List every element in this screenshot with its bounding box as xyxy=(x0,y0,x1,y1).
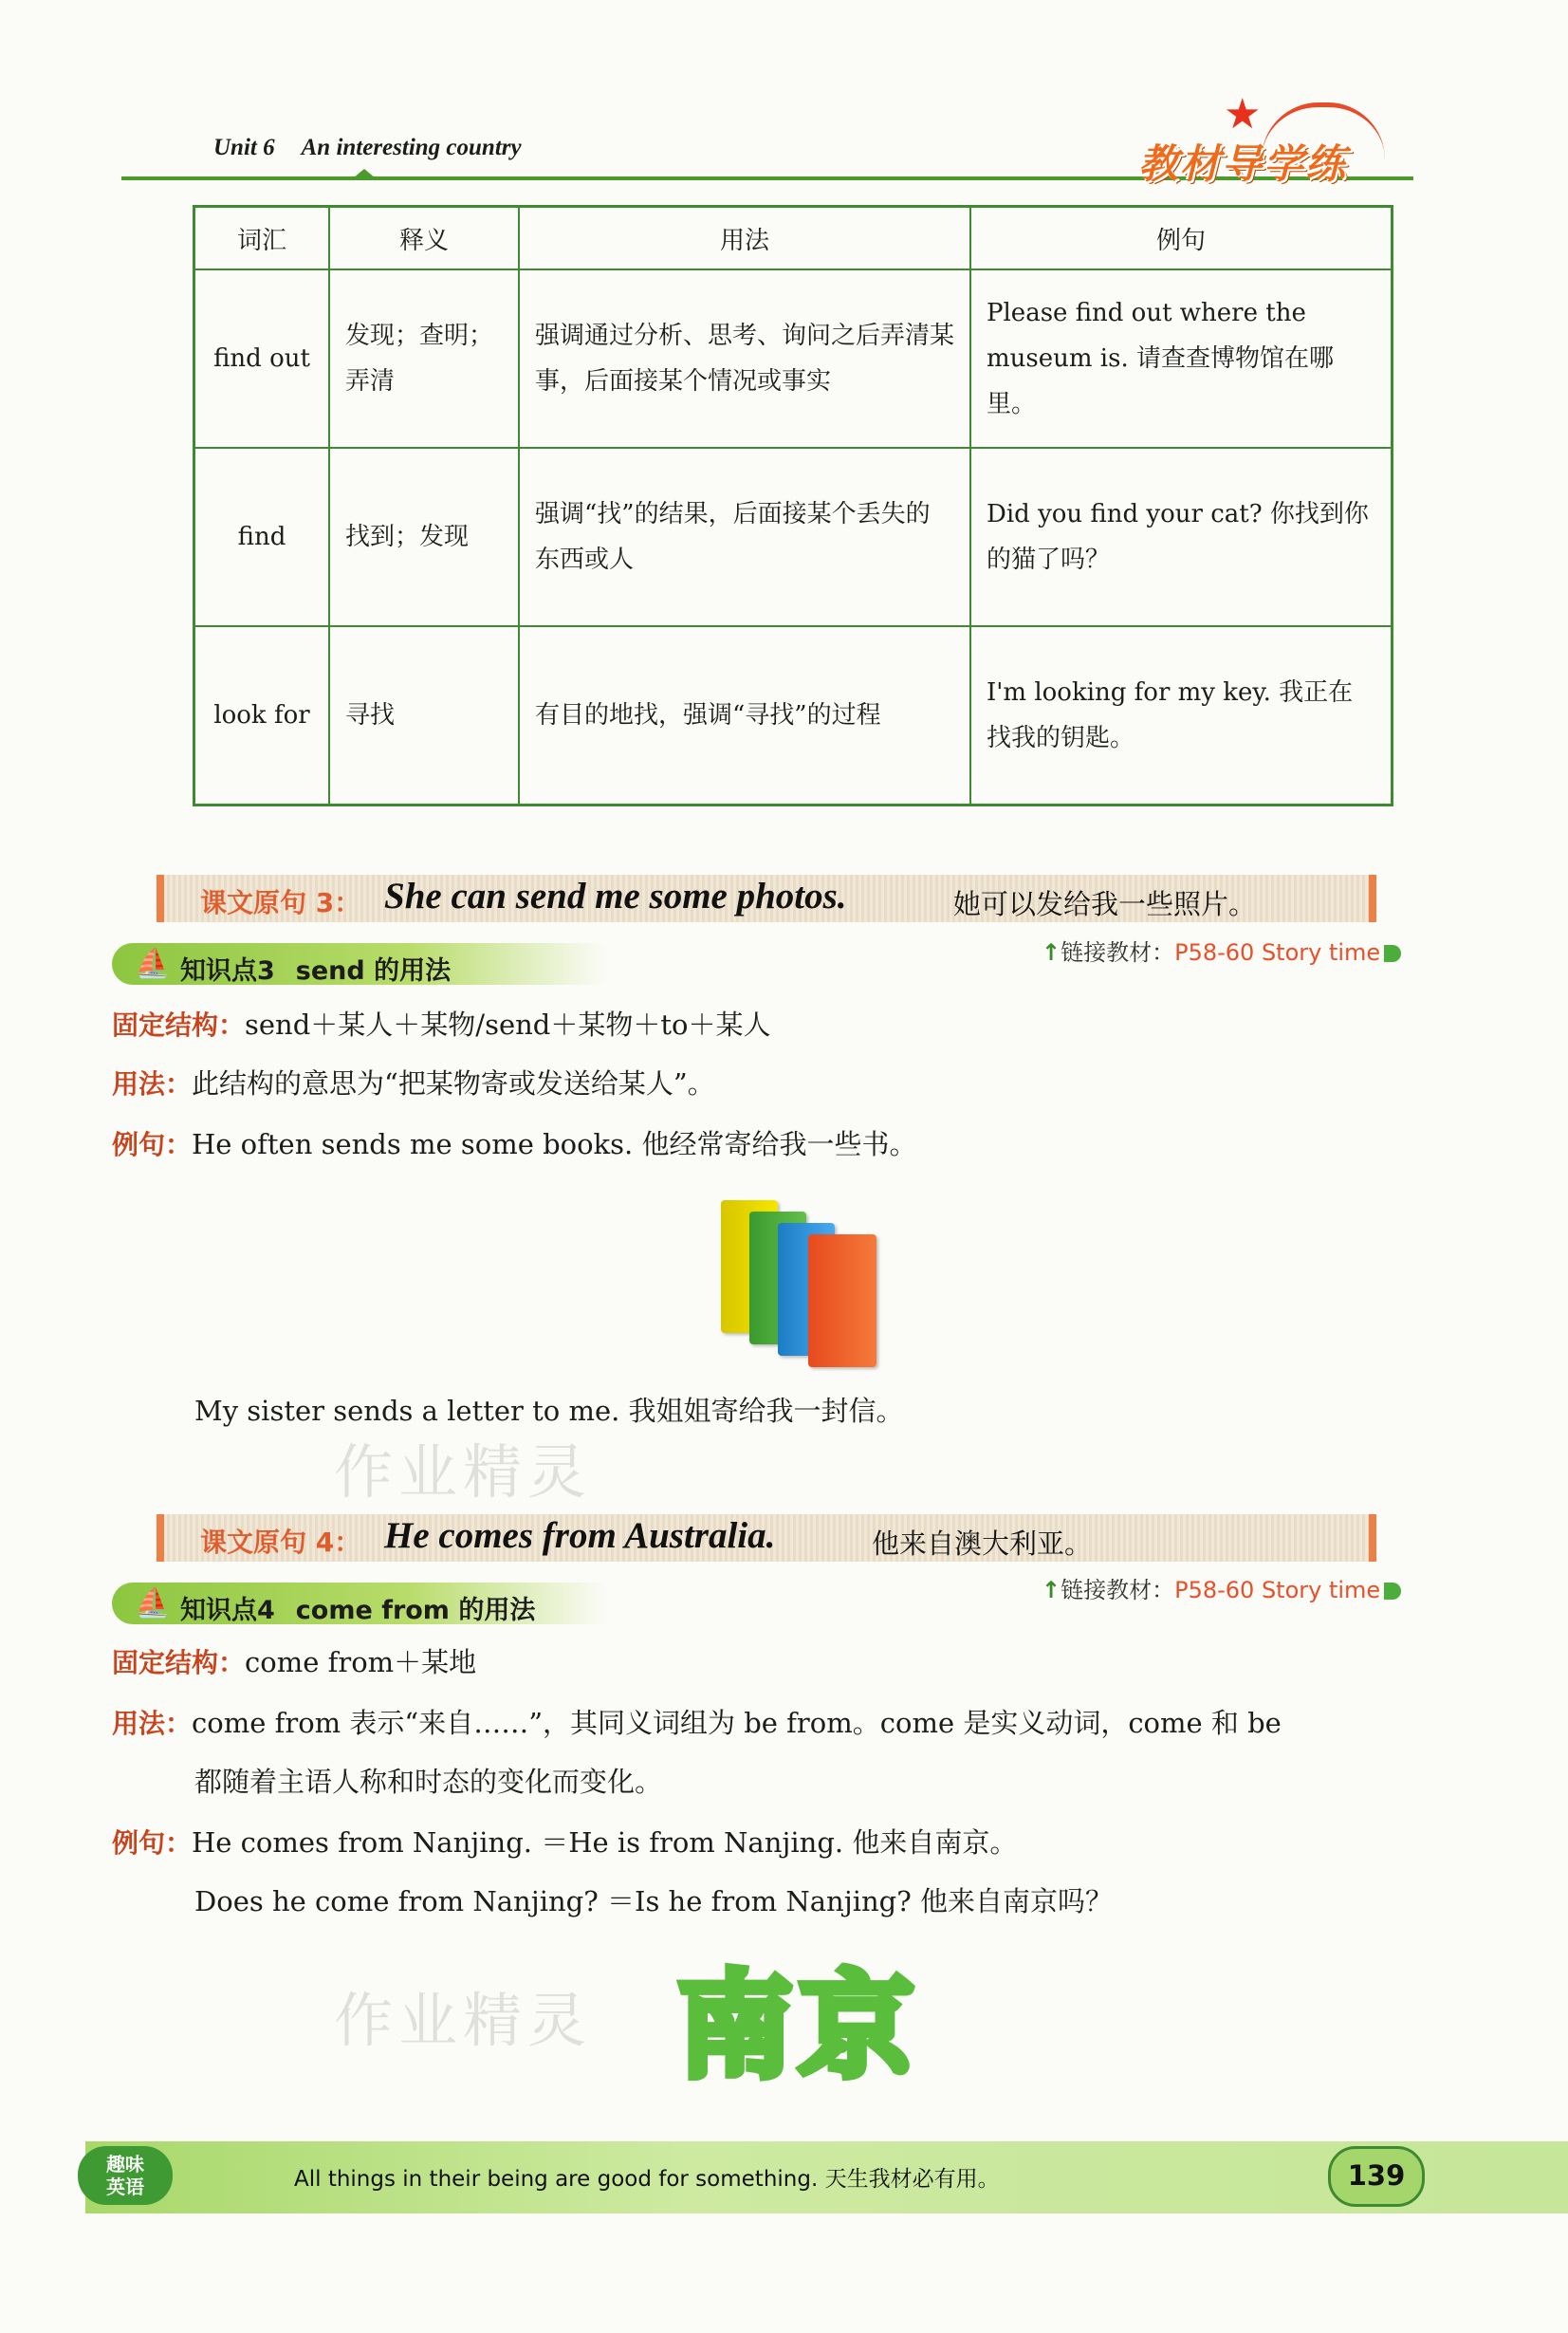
brand-logo: 教材导学练 xyxy=(1138,140,1348,187)
banner-sentence-zh: 她可以发给我一些照片。 xyxy=(953,888,1257,920)
usage-text: 此结构的意思为“把某物寄或发送给某人”。 xyxy=(192,1067,715,1100)
structure-label: 固定结构： xyxy=(112,1647,246,1678)
tab-marker-icon xyxy=(1384,1583,1401,1600)
unit-number: Unit 6 xyxy=(213,135,275,160)
kp-topic: send 的用法 xyxy=(295,956,452,986)
cell-word: find xyxy=(194,448,330,626)
example-line-2: My sister sends a letter to me. 我姐姐寄给我一封信。 xyxy=(194,1395,904,1427)
table-row xyxy=(194,448,1393,626)
vocabulary-table xyxy=(193,205,1393,806)
star-icon: ★ xyxy=(1224,90,1262,139)
kp-title: 知识点4 xyxy=(180,1596,275,1625)
textbook-link[interactable] xyxy=(1042,1571,1401,1604)
usage-line xyxy=(112,1702,1282,1741)
arrow-up-icon: ↑ xyxy=(1042,939,1061,966)
badge-line2: 英语 xyxy=(106,2176,144,2198)
banner-label: 课文原句 4： xyxy=(200,1527,361,1558)
structure-text: send＋某人＋某物/send＋某物＋to＋某人 xyxy=(245,1009,771,1041)
sailboat-icon: ⛵ xyxy=(135,947,171,980)
cell-meaning: 发现；查明；弄清 xyxy=(329,269,519,448)
table-header-row xyxy=(194,207,1393,270)
cell-usage: 强调“找”的结果，后面接某个丢失的东西或人 xyxy=(519,448,970,626)
banner-sentence-zh: 他来自澳大利亚。 xyxy=(872,1528,1093,1560)
banner-sentence-en: She can send me some photos. xyxy=(384,876,847,917)
cell-example: I'm looking for my key. 我正在找我的钥匙。 xyxy=(970,626,1393,805)
table-row xyxy=(194,269,1393,448)
link-prefix: 链接教材： xyxy=(1061,939,1175,966)
example-line-2: Does he come from Nanjing? ＝Is he from Nanjing? 他来自南京吗？ xyxy=(194,1885,1114,1917)
usage-line-2: 都随着主语人称和时态的变化而变化。 xyxy=(194,1766,663,1798)
banner-sentence-en: He comes from Australia. xyxy=(384,1515,776,1556)
knowledge-point-3-header xyxy=(112,943,605,985)
link-ref: P58-60 Story time xyxy=(1174,1577,1381,1603)
table-row xyxy=(194,626,1393,805)
link-ref: P58-60 Story time xyxy=(1174,939,1381,966)
badge-line1: 趣味 xyxy=(106,2153,144,2176)
textbook-link[interactable] xyxy=(1042,934,1401,967)
knowledge-point-4-header xyxy=(112,1583,605,1624)
example-text: He comes from Nanjing. ＝He is from Nanjing. 他来自南京。 xyxy=(192,1826,1018,1859)
cell-example: Did you find your cat? 你找到你的猫了吗？ xyxy=(970,448,1393,626)
structure-line xyxy=(112,1641,476,1680)
fun-english-badge xyxy=(78,2146,173,2205)
header-notch xyxy=(353,169,376,178)
header-example: 例句 xyxy=(970,207,1393,270)
cell-meaning: 寻找 xyxy=(329,626,519,805)
tab-marker-icon xyxy=(1384,945,1401,962)
example-label: 例句： xyxy=(112,1827,193,1859)
sentence-banner-3 xyxy=(157,875,1376,922)
cell-example: Please find out where the museum is. 请查查博物馆在哪里。 xyxy=(970,269,1393,448)
structure-line xyxy=(112,1004,770,1043)
example-label: 例句： xyxy=(112,1129,193,1160)
watermark: 作业精灵 xyxy=(334,1437,593,1507)
header-usage: 用法 xyxy=(519,207,970,270)
unit-title: An interesting country xyxy=(301,135,522,160)
example-line xyxy=(112,1822,1017,1861)
structure-label: 固定结构： xyxy=(112,1009,246,1041)
example-text: He often sends me some books. 他经常寄给我一些书。 xyxy=(192,1128,917,1160)
books-illustration xyxy=(721,1181,892,1371)
kp-topic: come from 的用法 xyxy=(295,1596,536,1625)
sailboat-icon: ⛵ xyxy=(135,1586,171,1620)
arrow-up-icon: ↑ xyxy=(1042,1577,1061,1603)
example-line xyxy=(112,1123,916,1162)
cell-word: find out xyxy=(194,269,330,448)
banner-label: 课文原句 3： xyxy=(200,887,361,918)
cell-word: look for xyxy=(194,626,330,805)
page-number: 139 xyxy=(1328,2146,1425,2207)
kp-title: 知识点3 xyxy=(180,956,275,986)
header-word: 词汇 xyxy=(194,207,330,270)
link-prefix: 链接教材： xyxy=(1061,1577,1175,1603)
usage-label: 用法： xyxy=(112,1708,193,1739)
usage-label: 用法： xyxy=(112,1068,193,1100)
usage-line xyxy=(112,1063,715,1102)
unit-heading xyxy=(213,135,522,161)
cell-usage: 强调通过分析、思考、询问之后弄清某事，后面接某个情况或事实 xyxy=(519,269,970,448)
cell-meaning: 找到；发现 xyxy=(329,448,519,626)
watermark: 作业精灵 xyxy=(334,1986,593,2055)
cell-usage: 有目的地找，强调“寻找”的过程 xyxy=(519,626,970,805)
structure-text: come from＋某地 xyxy=(245,1646,477,1678)
nanjing-illustration: 南京 xyxy=(678,1961,921,2093)
footer-quote: All things in their being are good for something. 天生我材必有用。 xyxy=(294,2167,1000,2192)
usage-text: come from 表示“来自……”，其同义词组为 be from。come 是实义动词，come 和 be xyxy=(192,1707,1282,1739)
header-meaning: 释义 xyxy=(329,207,519,270)
sentence-banner-4 xyxy=(157,1514,1376,1562)
